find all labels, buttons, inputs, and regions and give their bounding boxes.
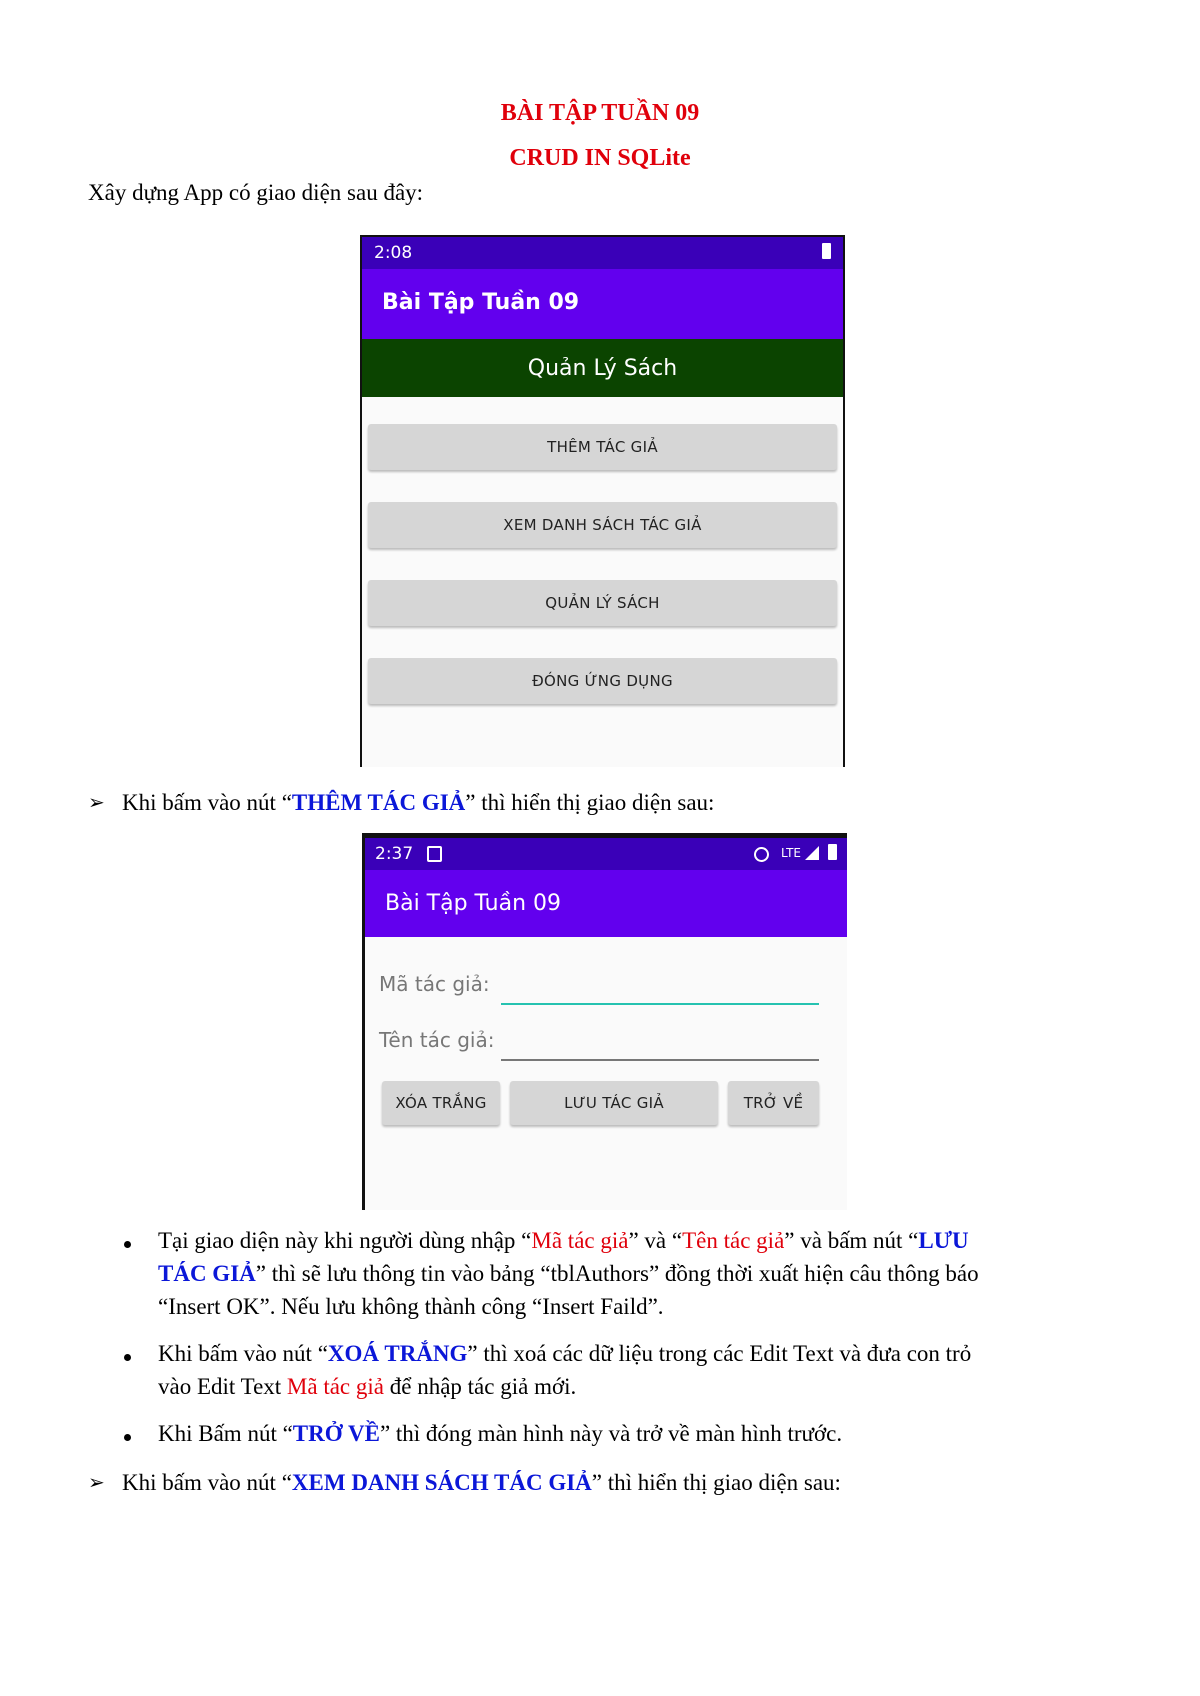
status-time-2: 2:37 [375, 844, 414, 864]
document-subtitle: CRUD IN SQLite [509, 145, 691, 171]
network-label: LTE [781, 846, 801, 860]
author-name-input[interactable] [501, 1059, 819, 1061]
bullet-2-line1: Khi bấm vào nút “XOÁ TRẮNG” thì xoá các dữ liệu trong các Edit Text và đưa con trỏ [158, 1341, 972, 1366]
bullet-dot-2 [124, 1354, 131, 1361]
sync-icon [754, 847, 769, 862]
clear-button[interactable]: XÓA TRẮNG [382, 1081, 500, 1125]
status-bar [362, 237, 843, 269]
screenshot-main-menu [360, 235, 845, 767]
notification-icon [427, 846, 442, 862]
app-bar [362, 269, 843, 339]
status-time: 2:08 [374, 243, 413, 263]
author-name-label: Tên tác giả: [379, 1028, 495, 1052]
intro-text: Xây dựng App có giao diện sau đây: [88, 180, 424, 205]
bullet-2-line2: vào Edit Text Mã tác giả để nhập tác giả mới. [158, 1374, 577, 1399]
app-title-2: Bài Tập Tuần 09 [385, 891, 562, 916]
close-app-button[interactable]: ĐÓNG ỨNG DỤNG [368, 658, 837, 704]
bullet-1-line2: TÁC GIẢ” thì sẽ lưu thông tin vào bảng “tblAuthors” đồng thời xuất hiện câu thông báo [158, 1261, 979, 1286]
battery-icon-2 [828, 844, 837, 860]
bullet-3-line1: Khi Bấm nút “TRỞ VỀ” thì đóng màn hình này và trở về màn hình trước. [158, 1421, 843, 1446]
battery-icon [822, 243, 831, 259]
document-title: BÀI TẬP TUẦN 09 [500, 100, 700, 126]
back-button[interactable]: TRỞ VỀ [728, 1081, 819, 1125]
header-banner: Quản Lý Sách [362, 339, 843, 397]
author-id-input[interactable] [501, 1003, 819, 1005]
app-title: Bài Tập Tuần 09 [382, 290, 580, 315]
section2-text: Khi bấm vào nút “XEM DANH SÁCH TÁC GIẢ” thì hiển thị giao diện sau: [122, 1470, 841, 1495]
screenshot-add-author [362, 833, 847, 1210]
author-id-label: Mã tác giả: [379, 972, 490, 996]
bullet-1-line1: Tại giao diện này khi người dùng nhập “Mã tác giả” và “Tên tác giả” và bấm nút “LƯU [158, 1228, 969, 1253]
bullet-1-line3: “Insert OK”. Nếu lưu không thành công “Insert Faild”. [158, 1294, 664, 1319]
signal-icon [805, 846, 819, 860]
app-bar-2 [365, 870, 847, 937]
save-author-button[interactable]: LƯU TÁC GIẢ [510, 1081, 718, 1125]
bullet-dot-3 [124, 1434, 131, 1441]
arrow-bullet-icon: ➢ [88, 790, 105, 814]
manage-books-button[interactable]: QUẢN LÝ SÁCH [368, 580, 837, 626]
arrow-bullet-icon-2: ➢ [88, 1470, 105, 1494]
status-bar-2 [365, 838, 847, 870]
bullet-dot-1 [124, 1241, 131, 1248]
section1-text: Khi bấm vào nút “THÊM TÁC GIẢ” thì hiển thị giao diện sau: [122, 790, 715, 815]
add-author-button[interactable]: THÊM TÁC GIẢ [368, 424, 837, 470]
view-authors-button[interactable]: XEM DANH SÁCH TÁC GIẢ [368, 502, 837, 548]
